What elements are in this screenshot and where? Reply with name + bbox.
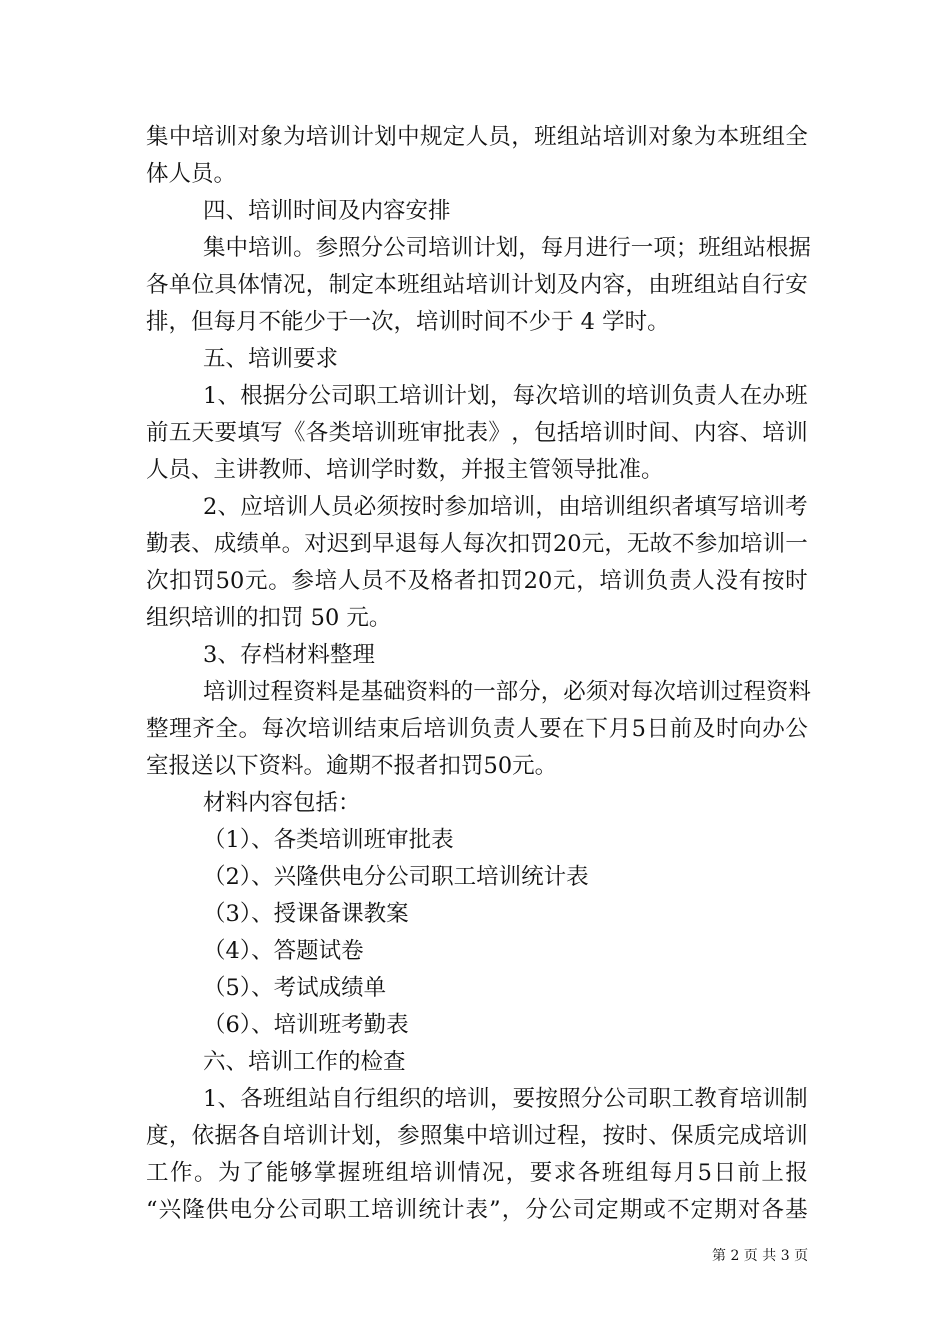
body-line: 工 作 。 为 了 能 够 掌 握 班 组 培 训 情 况 ， 要 求 各 班 组 每 月 5 日 前 上 报 bbox=[146, 1160, 808, 1186]
body-line: 勤 表 、 成 绩 单 。 对 迟 到 早 退 每 人 每 次 扣 罚 20 元 ， 无 故 不 参 加 培 训 一 bbox=[146, 531, 808, 557]
body-line: 1 、 根 据 分 公 司 职 工 培 训 计 划 ， 每 次 培 训 的 培 训 负 责 人 在 办 班 bbox=[203, 383, 808, 409]
list-intro: 材料内容包括： bbox=[203, 790, 361, 816]
subsection-heading: 3、存档材料整理 bbox=[203, 642, 375, 668]
body-line: 组织培训的扣罚 50 元。 bbox=[146, 605, 392, 631]
body-line: 度 ， 依 据 各 自 培 训 计 划 ， 参 照 集 中 培 训 过 程 ， 按 时 、 保 质 完 成 培 训 bbox=[146, 1123, 808, 1149]
section-heading: 四、培训时间及内容安排 bbox=[203, 198, 451, 224]
body-line: 体人员。 bbox=[146, 161, 237, 187]
body-line: 人员、主讲教师、培训学时数，并报主管领导批准。 bbox=[146, 457, 664, 483]
list-item: （4）、答题试卷 bbox=[203, 938, 364, 964]
body-line: 整 理 齐 全 。 每 次 培 训 结 束 后 培 训 负 责 人 要 在 下 月 5 日 前 及 时 向 办 公 bbox=[146, 716, 808, 742]
body-line: 集 中 培 训 对 象 为 培 训 计 划 中 规 定 人 员 ， 班 组 站 培 训 对 象 为 本 班 组 全 bbox=[146, 124, 808, 150]
list-item: （6）、培训班考勤表 bbox=[203, 1012, 409, 1038]
body-line: 次 扣 罚 50 元 。 参 培 人 员 不 及 格 者 扣 罚 20 元 ， 培 训 负 责 人 没 有 按 时 bbox=[146, 568, 808, 594]
list-item: （5）、考试成绩单 bbox=[203, 975, 387, 1001]
page-number: 第 2 页 共 3 页 bbox=[712, 1248, 809, 1264]
body-line: “ 兴 隆 供 电 分 公 司 职 工 培 训 统 计 表 ” ， 分 公 司 定 期 或 不 定 期 对 各 基 bbox=[146, 1197, 808, 1223]
body-line: 排，但每月不能少于一次，培训时间不少于 4 学时。 bbox=[146, 309, 670, 335]
body-line: 2 、 应 培 训 人 员 必 须 按 时 参 加 培 训 ， 由 培 训 组 织 者 填 写 培 训 考 bbox=[203, 494, 808, 520]
body-line: 室报送以下资料。逾期不报者扣罚50元。 bbox=[146, 753, 558, 779]
body-line: 1 、 各 班 组 站 自 行 组 织 的 培 训 ， 要 按 照 分 公 司 职 工 教 育 培 训 制 bbox=[203, 1086, 808, 1112]
section-heading: 五、培训要求 bbox=[203, 346, 339, 372]
body-line: 集 中 培 训 。 参 照 分 公 司 培 训 计 划 ， 每 月 进 行 一 项 ； 班 组 站 根 据 bbox=[203, 235, 811, 261]
list-item: （3）、授课备课教案 bbox=[203, 901, 409, 927]
body-line: 培 训 过 程 资 料 是 基 础 资 料 的 一 部 分 ， 必 须 对 每 次 培 训 过 程 资 料 bbox=[203, 679, 811, 705]
body-line: 各 单 位 具 体 情 况 ， 制 定 本 班 组 站 培 训 计 划 及 内 容 ， 由 班 组 站 自 行 安 bbox=[146, 272, 808, 298]
list-item: （1）、各类培训班审批表 bbox=[203, 827, 454, 853]
body-line: 前 五 天 要 填 写 《 各 类 培 训 班 审 批 表 》 ， 包 括 培 训 时 间 、 内 容 、 培 训 bbox=[146, 420, 808, 446]
list-item: （2）、兴隆供电分公司职工培训统计表 bbox=[203, 864, 589, 890]
section-heading: 六、培训工作的检查 bbox=[203, 1049, 406, 1075]
